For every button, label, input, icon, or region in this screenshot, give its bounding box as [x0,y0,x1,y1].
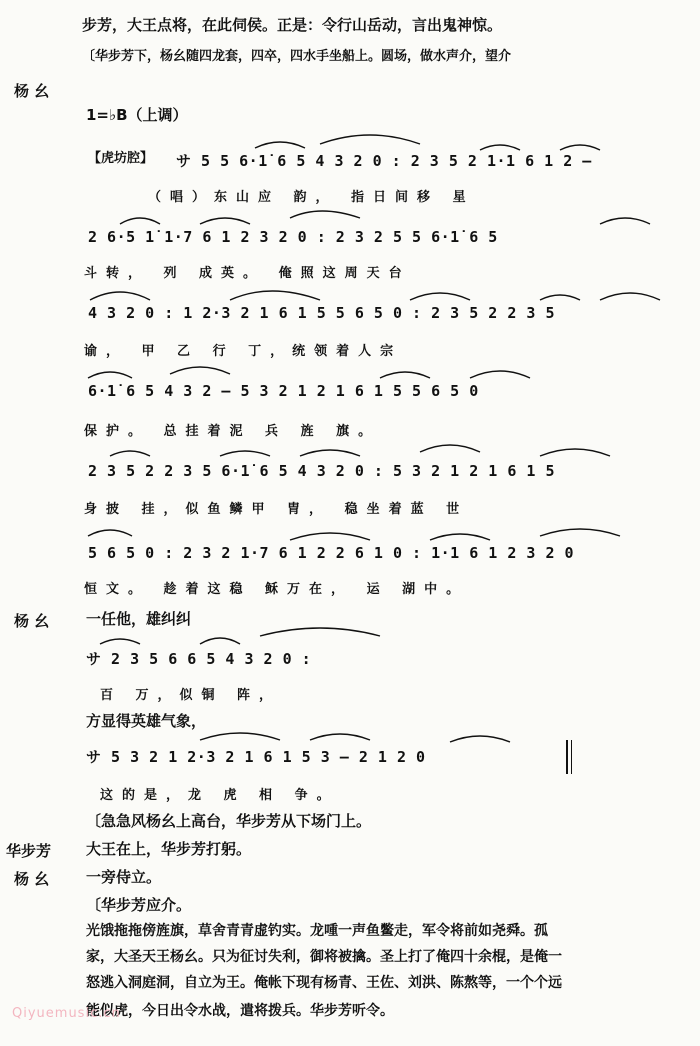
watermark: Qiyuemusic.cn [12,1006,121,1021]
notation-row-3: 4 3 2 0 : 1 2·3 2 1 6 1 5 5 6 5 0 : 2 3 5 2 2 3 5 [88,304,556,322]
huabufang-line: 大王在上，华步芳打躬。 [86,840,252,858]
lyrics-row-2: 斗转， 列 成英。 俺照这周天台 [84,266,411,281]
header-line-2: 〔华步芳下，杨幺随四龙套，四卒，四水手坐船上。圆场，做水声介，望介 [82,49,512,64]
key-signature: 1=♭B（上调） [86,106,188,124]
role-label-yangyao: 杨 幺 [14,82,50,100]
inline-fangxian: 方显得英雄气象， [86,712,207,730]
stage-direction-1: 〔急急风杨幺上高台，华步芳从下场门上。 [86,812,372,830]
tune-label: 【虎坊腔】 [88,151,154,166]
prose-line-2: 家，大圣天王杨幺。只为征讨失利，御将被擒。圣上打了俺四十余棍，是俺一 [86,949,562,965]
role-label-huabufang: 华步芳 [6,842,52,860]
lyrics-row-5: 身披 挂，似鱼鳞甲 胄， 稳坐着蓝 世 [84,502,469,517]
stage-direction-2: 〔华步芳应介。 [86,896,192,914]
notation-row-2: 2 6·5 1̇ 1·7 6 1 2 3 2 0 : 2 3 2 5 5 6·1̇ 6 5 [88,228,498,246]
role-label-yangyao-3: 杨 幺 [14,870,50,888]
prose-line-4: 能似虎，今日出令水战，遣将拨兵。华步芳听令。 [86,1003,394,1019]
header-line-1: 步芳，大王点将，在此伺侯。正是：令行山岳动，言出鬼神惊。 [82,16,503,34]
notation-row-4: 6·1̇ 6 5 4 3 2 – 5 3 2 1 2 1 6 1 5 5 6 5 0 [88,382,479,400]
prose-line-3: 怒逃入洞庭洞，自立为王。俺帐下现有杨青、王佐、刘洪、陈熬等，一个个远 [86,975,562,991]
lyrics-row-4: 保护。 总挂着泥 兵 旌 旗。 [84,424,381,439]
notation-row-7: サ 2 3 5 6 6 5 4 3 2 0 : [86,650,312,668]
yangyao-inline-line: 一任他，雄纠纠 [86,610,192,628]
lyrics-row-6: 恒文。 趁着这稳 稣万在， 运 湖中。 [84,582,469,597]
role-label-yangyao-2: 杨 幺 [14,612,50,630]
prose-line-1: 光饿拖拖傍旌旗，草舍青青虚钓实。龙喠一声鱼鳖走，军令将前如尧舜。孤 [86,923,548,939]
notation-row-8: サ 5 3 2 1 2·3 2 1 6 1 5 3 – 2 1 2 0 [86,748,426,766]
lyrics-row-7: 百 万，似铜 阵， [100,688,282,703]
lyrics-row-3: 谕， 甲 乙 行 丁，统领着人宗 [84,344,403,359]
lyrics-row-8: 这的是，龙 虎 相 争。 [100,788,339,803]
notation-row-1: サ 5 5 6·1̇ 6 5 4 3 2 0 : 2 3 5 2 1·1 6 1 2 – [176,152,592,170]
notation-row-6: 5 6 5 0 : 2 3 2 1·7 6 1 2 2 6 1 0 : 1·1 6 1 2 3 2 0 [88,544,575,562]
lyrics-row-1: （唱）东山应 韵， 指日间移 星 [148,190,475,205]
yangyao-line: 一旁侍立。 [86,868,162,886]
notation-row-5: 2 3 5 2 2 3 5 6·1̇ 6 5 4 3 2 0 : 5 3 2 1 2 1 6 1 5 [88,462,556,480]
